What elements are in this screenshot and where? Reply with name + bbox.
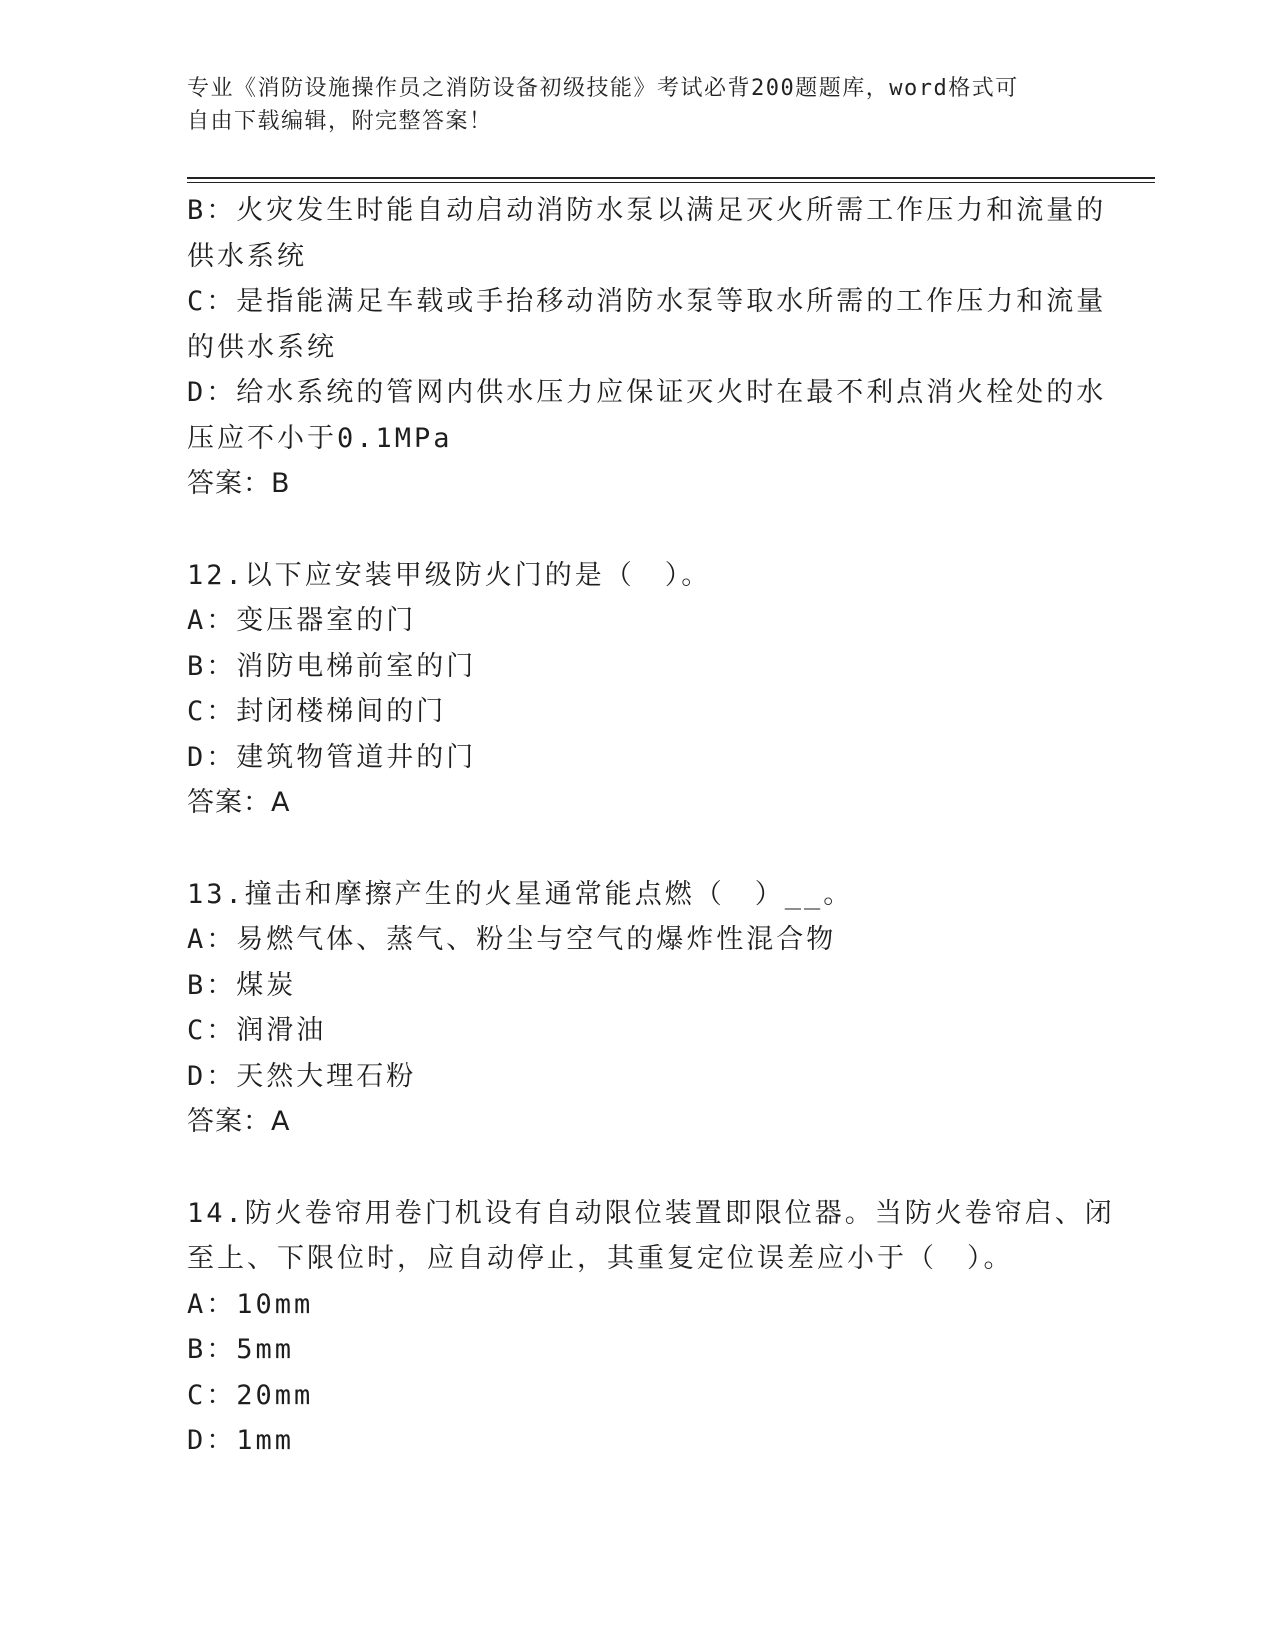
option-a: A：变压器室的门 (187, 605, 417, 636)
header-title-line-2: 自由下载编辑，附完整答案！ (187, 109, 493, 134)
option-a: A：易燃气体、蒸气、粉尘与空气的爆炸性混合物 (187, 924, 837, 955)
question-list (187, 188, 1115, 1464)
question-stem: 12.以下应安装甲级防火门的是（ ）。 (187, 559, 712, 591)
question-spacer (187, 826, 1087, 872)
question-spacer (187, 1145, 1087, 1191)
question-stem: 13.撞击和摩擦产生的火星通常能点燃（ ）__。 (187, 878, 854, 910)
header-title-line-1: 专业《消防设施操作员之消防设备初级技能》考试必背200题题库，word格式可 (187, 76, 1019, 101)
document-header (187, 72, 1087, 138)
option-d-line-2: 压应不小于0.1MPa (187, 422, 453, 454)
option-b: B：消防电梯前室的门 (187, 650, 477, 682)
question-13 (187, 872, 1087, 1145)
option-b-line-1: B：火灾发生时能自动启动消防水泵以满足灭火所需工作压力和流量的 (187, 195, 1107, 226)
option-a: A：10mm (187, 1288, 314, 1320)
question-spacer (187, 507, 1087, 553)
option-c-line-1: C：是指能满足车载或手抬移动消防水泵等取水所需的工作压力和流量 (187, 286, 1107, 317)
answer-label: 答案：B (187, 468, 291, 499)
answer-label: 答案：A (187, 787, 291, 818)
option-d-line-1: D：给水系统的管网内供水压力应保证灭火时在最不利点消火栓处的水 (187, 377, 1107, 408)
question-11-continued (187, 188, 1107, 507)
option-c: C：润滑油 (187, 1015, 327, 1046)
option-b-line-2: 供水系统 (187, 240, 307, 272)
header-rule-thick (187, 177, 1155, 179)
question-14 (187, 1191, 1115, 1464)
option-b: B：5mm (187, 1334, 295, 1365)
option-b: B：煤炭 (187, 969, 297, 1001)
answer-label: 答案：A (187, 1106, 291, 1137)
question-stem-line-2: 至上、下限位时，应自动停止，其重复定位误差应小于（ ）。 (187, 1243, 1014, 1274)
option-d: D：1mm (187, 1425, 295, 1456)
option-c-line-2: 的供水系统 (187, 331, 337, 363)
option-c: C：封闭楼梯间的门 (187, 696, 447, 727)
option-d: D：天然大理石粉 (187, 1060, 417, 1092)
option-c: C：20mm (187, 1379, 314, 1411)
option-d: D：建筑物管道井的门 (187, 741, 477, 773)
question-12 (187, 553, 1087, 826)
header-rule-thin (187, 182, 1155, 183)
question-stem-line-1: 14.防火卷帘用卷门机设有自动限位装置即限位器。当防火卷帘启、闭 (187, 1197, 1115, 1229)
